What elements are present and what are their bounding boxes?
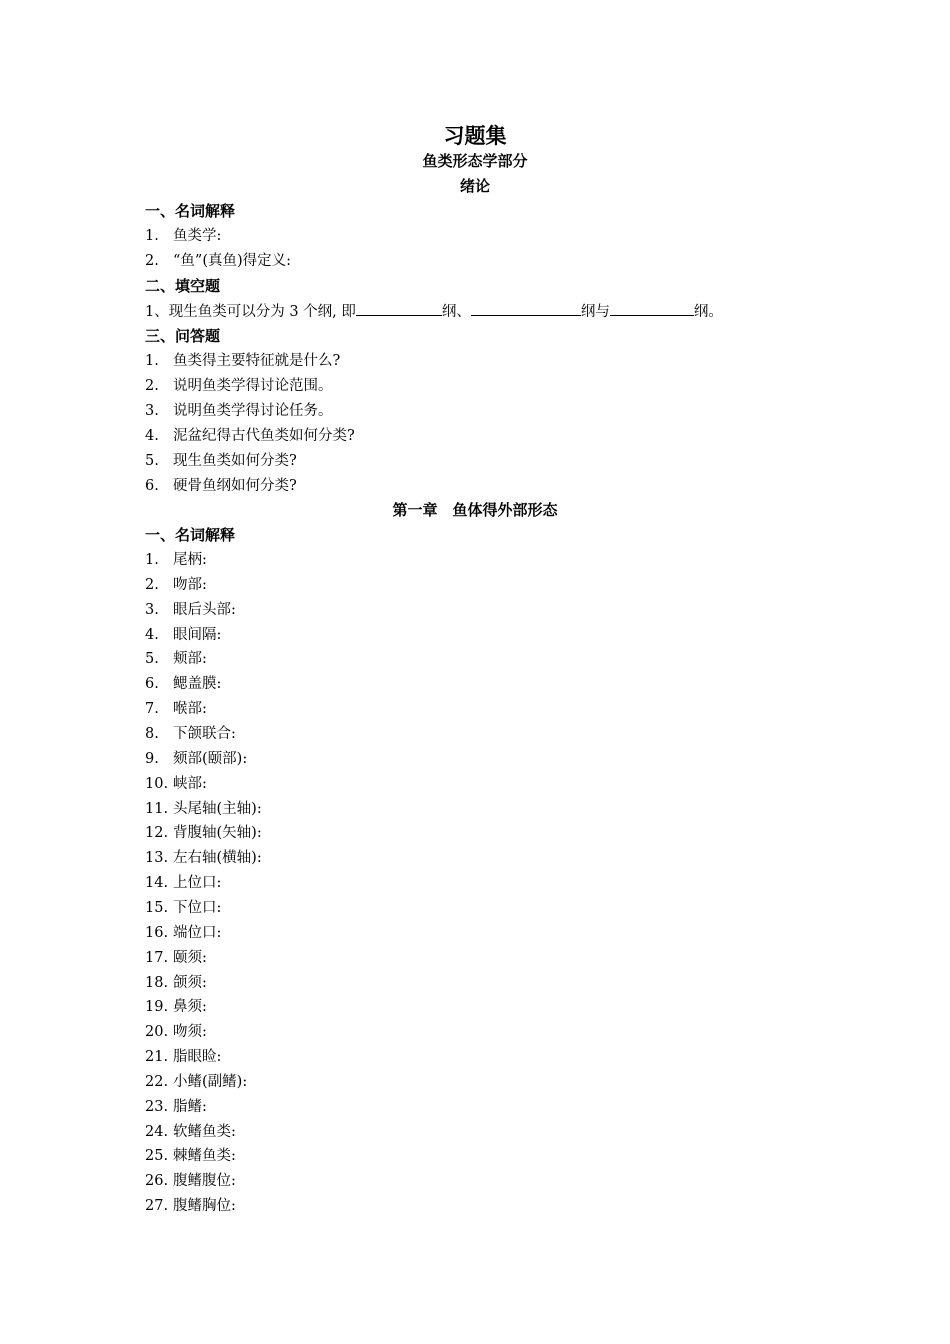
item-text: 颐须: xyxy=(173,949,207,966)
item-text: 吻部: xyxy=(173,576,207,593)
item-number: 19. xyxy=(145,999,169,1016)
item-text: 软鳍鱼类: xyxy=(173,1123,236,1140)
item-number: 4. xyxy=(145,626,159,643)
item-text: 眼后头部: xyxy=(173,601,236,618)
intro-definitions-heading: 一、名词解释 xyxy=(145,202,236,220)
answer-blank[interactable] xyxy=(356,299,442,316)
item-text: 鱼类学: xyxy=(173,228,222,244)
item-number: 23. xyxy=(145,1098,169,1115)
list-item xyxy=(145,1045,221,1069)
item-number: 13. xyxy=(145,850,169,867)
item-number: 14. xyxy=(145,875,169,891)
question-text: 纲与 xyxy=(580,304,610,320)
item-text: “鱼”(真鱼)得定义: xyxy=(173,253,292,269)
list-item xyxy=(145,1120,236,1144)
item-number: 22. xyxy=(145,1073,169,1090)
list-item xyxy=(145,1070,247,1094)
question-text: 纲。 xyxy=(693,304,723,320)
item-text: 背腹轴(矢轴): xyxy=(173,825,262,842)
list-item xyxy=(145,399,333,423)
item-number: 16. xyxy=(145,924,169,941)
list-item xyxy=(145,971,207,995)
item-text: 棘鳍鱼类: xyxy=(173,1148,236,1165)
item-number: 1. xyxy=(145,552,159,568)
item-number: 15. xyxy=(145,899,169,916)
intro-heading: 绪论 xyxy=(459,177,490,195)
item-number: 4. xyxy=(145,428,159,444)
item-number: 5. xyxy=(145,651,159,668)
question-text: 1、现生鱼类可以分为 3 个纲, 即 xyxy=(145,304,356,320)
item-number: 1. xyxy=(145,353,159,369)
list-item xyxy=(145,1020,207,1044)
item-text: 下颌联合: xyxy=(173,726,236,742)
item-text: 眼间隔: xyxy=(173,626,222,643)
item-text: 腹鳍胸位: xyxy=(173,1198,236,1215)
list-item xyxy=(145,573,207,597)
intro-questions-heading: 三、问答题 xyxy=(145,327,221,345)
item-number: 8. xyxy=(145,726,159,742)
item-number: 2. xyxy=(145,253,159,269)
list-item xyxy=(145,846,262,870)
list-item xyxy=(145,647,207,671)
list-item xyxy=(145,697,207,721)
item-number: 2. xyxy=(145,576,159,593)
list-item xyxy=(145,374,333,398)
answer-blank[interactable] xyxy=(471,299,581,316)
list-item xyxy=(145,1194,236,1218)
item-text: 鱼类得主要特征就是什么? xyxy=(173,353,341,369)
item-text: 泥盆纪得古代鱼类如何分类? xyxy=(173,428,355,444)
item-text: 上位口: xyxy=(173,875,222,891)
list-item xyxy=(145,548,207,572)
item-text: 尾柄: xyxy=(173,552,207,568)
item-text: 脂眼睑: xyxy=(173,1049,222,1065)
item-number: 17. xyxy=(145,949,169,966)
item-number: 24. xyxy=(145,1123,169,1140)
list-item xyxy=(145,772,207,796)
item-number: 11. xyxy=(145,800,169,817)
item-text: 颌须: xyxy=(173,974,207,991)
item-text: 吻须: xyxy=(173,1024,207,1041)
list-item xyxy=(145,1144,236,1168)
item-text: 颏部(颐部): xyxy=(173,750,248,767)
list-item xyxy=(145,722,236,746)
list-item xyxy=(145,449,297,473)
item-number: 9. xyxy=(145,750,159,767)
item-text: 峡部: xyxy=(173,775,207,792)
document-title: 习题集 xyxy=(443,124,507,148)
item-text: 脂鳍: xyxy=(173,1098,207,1115)
list-item xyxy=(145,921,221,945)
item-number: 6. xyxy=(145,478,159,494)
list-item xyxy=(145,747,247,771)
item-number: 27. xyxy=(145,1198,169,1215)
item-text: 颊部: xyxy=(173,651,207,668)
item-text: 硬骨鱼纲如何分类? xyxy=(173,478,297,494)
list-item xyxy=(145,797,262,821)
list-item xyxy=(145,946,207,970)
list-item xyxy=(145,871,221,895)
chapter1-heading: 第一章 鱼体得外部形态 xyxy=(392,501,558,519)
item-text: 鳃盖膜: xyxy=(173,676,222,693)
item-number: 7. xyxy=(145,701,159,718)
item-text: 左右轴(横轴): xyxy=(173,850,262,867)
item-number: 1. xyxy=(145,228,159,244)
item-text: 说明鱼类学得讨论任务。 xyxy=(173,403,333,419)
document-subtitle: 鱼类形态学部分 xyxy=(422,152,528,170)
item-number: 6. xyxy=(145,676,159,693)
list-item xyxy=(145,249,291,273)
list-item xyxy=(145,1095,207,1119)
item-text: 下位口: xyxy=(173,899,222,916)
list-item xyxy=(145,821,262,845)
item-text: 喉部: xyxy=(173,701,207,718)
list-item xyxy=(145,424,355,448)
item-number: 18. xyxy=(145,974,169,991)
list-item xyxy=(145,672,221,696)
list-item xyxy=(145,623,221,647)
item-number: 20. xyxy=(145,1024,169,1041)
item-text: 现生鱼类如何分类? xyxy=(173,453,297,469)
item-number: 3. xyxy=(145,601,159,618)
item-text: 鼻须: xyxy=(173,999,207,1016)
question-text: 纲、 xyxy=(441,304,471,320)
list-item xyxy=(145,474,297,498)
item-number: 26. xyxy=(145,1173,169,1190)
chapter1-definitions-heading: 一、名词解释 xyxy=(145,526,236,544)
fill-blank-question xyxy=(145,299,723,324)
answer-blank[interactable] xyxy=(610,299,694,316)
list-item xyxy=(145,598,236,622)
list-item xyxy=(145,349,340,373)
item-text: 腹鳍腹位: xyxy=(173,1173,236,1190)
item-number: 3. xyxy=(145,403,159,419)
item-text: 端位口: xyxy=(173,924,222,941)
list-item xyxy=(145,995,207,1019)
item-number: 5. xyxy=(145,453,159,469)
intro-fill-blank-heading: 二、填空题 xyxy=(145,277,221,295)
list-item xyxy=(145,896,221,920)
item-number: 10. xyxy=(145,775,169,792)
item-text: 说明鱼类学得讨论范围。 xyxy=(173,378,333,394)
list-item xyxy=(145,1169,236,1193)
item-number: 25. xyxy=(145,1148,169,1165)
list-item xyxy=(145,224,221,248)
item-number: 12. xyxy=(145,825,169,842)
item-number: 21. xyxy=(145,1049,169,1065)
item-text: 头尾轴(主轴): xyxy=(173,800,262,817)
item-number: 2. xyxy=(145,378,159,394)
item-text: 小鳍(副鳍): xyxy=(173,1073,248,1090)
